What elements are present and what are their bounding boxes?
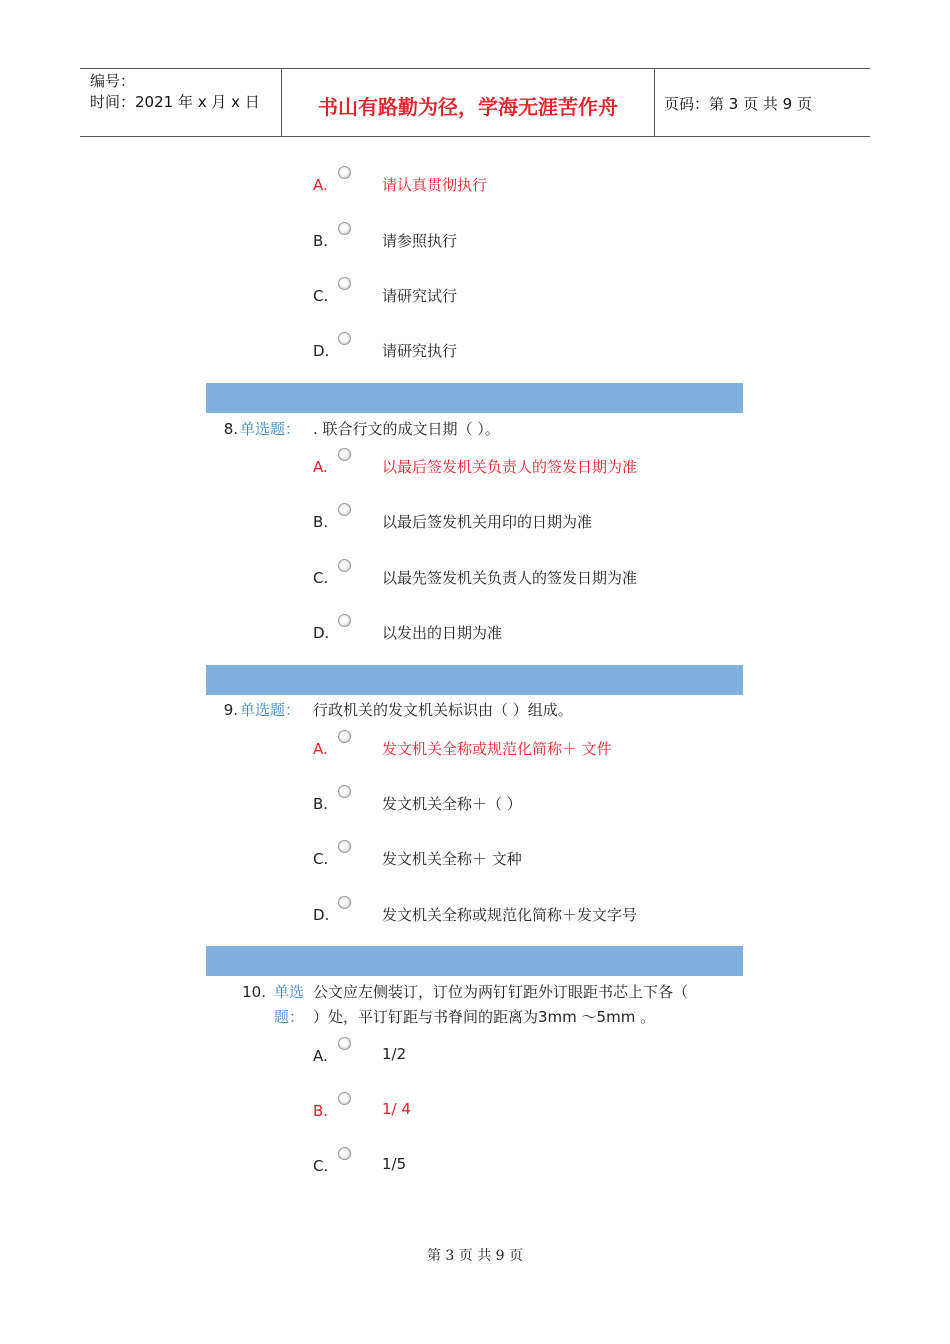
page-header bbox=[80, 68, 870, 137]
header-divider bbox=[654, 69, 655, 136]
option-text: 发文机关全称或规范化简称＋发文字号 bbox=[382, 906, 638, 924]
radio-button-icon[interactable] bbox=[338, 277, 351, 290]
question-stem: 行政机关的发文机关标识由（ ）组成。 bbox=[313, 701, 573, 719]
radio-button-icon[interactable] bbox=[338, 222, 351, 235]
question-separator-bar bbox=[206, 383, 743, 413]
option-letter: B. bbox=[313, 795, 329, 813]
question-separator-bar bbox=[206, 665, 743, 695]
radio-button-icon[interactable] bbox=[338, 840, 351, 853]
option-text: 请认真贯彻执行 bbox=[382, 176, 488, 194]
question-stem: . 联合行文的成文日期（ ）。 bbox=[313, 420, 500, 438]
option-letter: C. bbox=[313, 850, 329, 868]
option-text: 发文机关全称＋ 文种 bbox=[382, 850, 522, 868]
header-motto: 书山有路勤为径，学海无涯苦作舟 bbox=[318, 95, 618, 119]
option-letter: A. bbox=[313, 740, 328, 758]
radio-button-icon[interactable] bbox=[338, 896, 351, 909]
question-separator-bar bbox=[206, 946, 743, 976]
question-type: 单选 bbox=[274, 983, 305, 1001]
option-letter: C. bbox=[313, 1157, 329, 1175]
option-letter: A. bbox=[313, 176, 328, 194]
option-text: 请参照执行 bbox=[382, 232, 458, 250]
question-9 bbox=[0, 698, 950, 723]
option-text: 发文机关全称＋（ ） bbox=[382, 795, 522, 813]
radio-button-icon[interactable] bbox=[338, 448, 351, 461]
radio-button-icon[interactable] bbox=[338, 730, 351, 743]
time-label: 时间：2021 年 x 月 x 日 bbox=[90, 93, 260, 111]
question-number: 9. bbox=[223, 701, 238, 719]
question-type: 题： bbox=[274, 1008, 305, 1026]
option-text: 请研究试行 bbox=[382, 287, 458, 305]
option-letter: B. bbox=[313, 513, 329, 531]
option-letter: A. bbox=[313, 1047, 328, 1065]
radio-button-icon[interactable] bbox=[338, 503, 351, 516]
option-letter: D. bbox=[313, 906, 330, 924]
radio-button-icon[interactable] bbox=[338, 785, 351, 798]
option-text: 以最后签发机关用印的日期为准 bbox=[382, 513, 593, 531]
radio-button-icon[interactable] bbox=[338, 1092, 351, 1105]
question-type: 单选题： bbox=[240, 420, 301, 438]
radio-button-icon[interactable] bbox=[338, 166, 351, 179]
radio-button-icon[interactable] bbox=[338, 332, 351, 345]
option-text: 请研究执行 bbox=[382, 342, 458, 360]
option-text: 以发出的日期为准 bbox=[382, 624, 503, 642]
question-type: 单选题： bbox=[240, 701, 301, 719]
option-letter: D. bbox=[313, 624, 330, 642]
option-letter: C. bbox=[313, 287, 329, 305]
option-text: 发文机关全称或规范化简称＋ 文件 bbox=[382, 740, 612, 758]
option-text: 以最先签发机关负责人的签发日期为准 bbox=[382, 569, 638, 587]
option-letter: C. bbox=[313, 569, 329, 587]
option-text: 以最后签发机关负责人的签发日期为准 bbox=[382, 458, 638, 476]
header-page-info: 页码：第 3 页 共 9 页 bbox=[664, 95, 812, 113]
page-footer: 第 3 页 共 9 页 bbox=[426, 1248, 524, 1264]
header-meta bbox=[90, 71, 260, 113]
code-label: 编号： bbox=[90, 72, 136, 90]
radio-button-icon[interactable] bbox=[338, 1037, 351, 1050]
option-letter: B. bbox=[313, 232, 329, 250]
option-text: 1/2 bbox=[382, 1045, 407, 1063]
question-stem: ）处，平订钉距与书脊间的距离为3mm ～5mm 。 bbox=[313, 1008, 656, 1026]
option-letter: A. bbox=[313, 458, 328, 476]
radio-button-icon[interactable] bbox=[338, 614, 351, 627]
option-letter: D. bbox=[313, 342, 330, 360]
question-10 bbox=[0, 980, 950, 1030]
question-number: 10. bbox=[242, 983, 266, 1001]
radio-button-icon[interactable] bbox=[338, 559, 351, 572]
option-text: 1/5 bbox=[382, 1155, 407, 1173]
radio-button-icon[interactable] bbox=[338, 1147, 351, 1160]
question-stem: 公文应左侧装订，订位为两钉钉距外订眼距书芯上下各（ bbox=[313, 983, 689, 1001]
option-letter: B. bbox=[313, 1102, 329, 1120]
question-number: 8. bbox=[223, 420, 238, 438]
question-8 bbox=[0, 417, 950, 442]
option-text: 1/ 4 bbox=[382, 1100, 411, 1118]
